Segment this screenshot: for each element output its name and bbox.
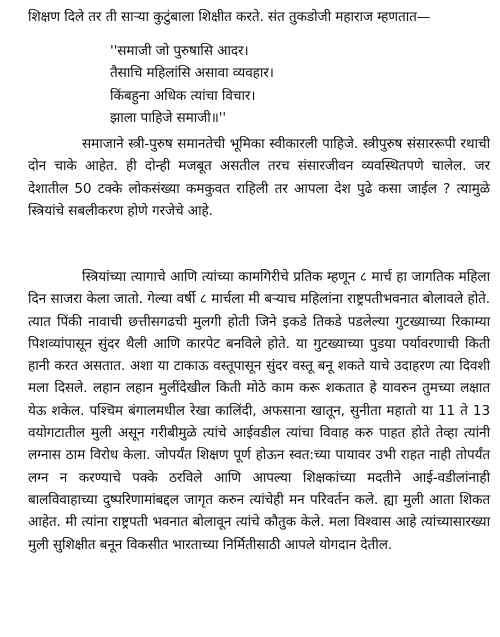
poem-line: झाला पाहिजे समाजी॥'' [110,109,227,126]
poem-line: तैसाचि महिलांसि असावा व्यवहार। [110,65,274,82]
poem-block [110,40,490,129]
intro-line: शिक्षण दिले तर ती साऱ्या कुटुंबाला शिक्षीत करते. संत तुकडोजी महाराज म्हणतात— [28,9,431,25]
poem-line: किंबहुना अधिक त्यांचा विचार। [110,87,256,104]
poem-line: ''समाजी जो पुरुषासि आदर। [110,43,249,59]
paragraph-equality: समाजाने स्त्री-पुरुष समानतेची भूमिका स्वीकारली पाहिजे. स्त्रीपुरुष संसाररूपी रथाची दोन चाके आहेत. ही दोन्ही मजबूत असतील तरच संसारजीवन व्यवस्थितपणे चालेल. जर देशातील 50 टक्के लोकसंख्या कमकुवत राहिली तर आपला देश पुढे कसा जाईल ? त्यामुळे स्त्रियांचे सबलीकरण होणे गरजेचे आहे. [28,136,490,219]
paragraph-womens-day: स्त्रियांच्या त्यागाचे आणि त्यांच्या कामगिरीचे प्रतिक म्हणून ८ मार्च हा जागतिक महिला दिन साजरा केला जातो. गेल्या वर्षी ८ मार्चला मी बऱ्याच महिलांना राष्ट्रपतीभवनात बोलावले होते. त्यात पिंकी नावाची छत्तीसगढची मुलगी होती जिने इकडे तिकडे पडलेल्या गुटख्याच्या रिकाम्या पिशव्यांपासून सुंदर थैली आणि कारपेट बनविले होते. या गुटख्याच्या पुडया पर्यावरणाची किती हानी करत असतात. अशा या टाकाऊ वस्तूपासून सुंदर वस्तू बनू शकते याचे उदाहरण त्या दिवशी मला दिसले. लहान लहान मुलींदेखील किती मोठे काम करू शकतात हे यावरुन तुमच्या लक्षात येऊ शकेल. पश्चिम बंगालमधील रेखा कालिंदी, अफसाना खातून, सुनीता महातो या 11 ते 13 वयोगटातील मुली असून गरीबीमुळे त्यांचे आईवडील त्यांचा विवाह करु पाहत होते तेव्हा त्यांनी लग्नास ठाम विरोध केला. जोपर्यंत शिक्षण पूर्ण होऊन स्वत:च्या पायावर उभी राहत नाही तोपर्यंत लग्न न करण्याचे पक्के ठरविले आणि आपल्या शिक्षकांच्या मदतीने आई-वडीलांनाही बालविवाहाच्या दुष्परिणामांबद्दल जागृत करुन त्यांचेही मन परिवर्तन कले. ह्या मुली आता शिकत आहेत. मी त्यांना राष्ट्रपती भवनात बोलावून त्यांचे कौतुक केले. मला विश्वास आहे त्यांच्यासारख्या मुली सुशिक्षीत बनून विकसीत भारताच्या निर्मितीसाठी आपले योगदान देतील. [28,269,490,553]
